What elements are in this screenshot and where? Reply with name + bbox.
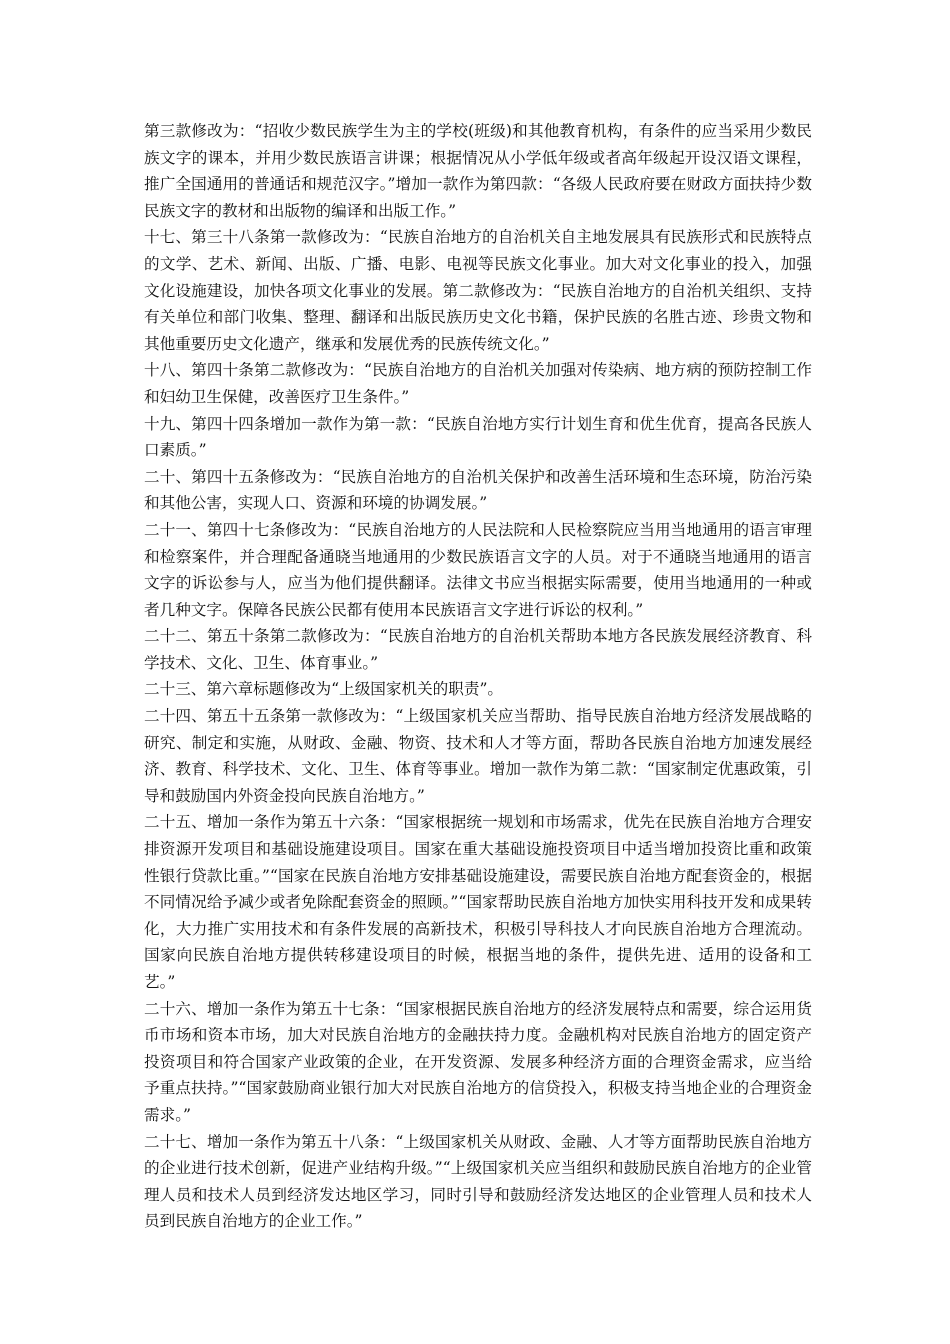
paragraph-amendment-27: 二十七、增加一条作为第五十八条：“上级国家机关从财政、金融、人才等方面帮助民族自治地方的企业进行技术创新，促进产业结构升级。”“上级国家机关应当组织和鼓励民族自治地方的企业管理人员和技术人员到经济发达地区学习，同时引导和鼓励经济发达地区的企业管理人员和技术人员到民族自治地方的企业工作。” <box>144 1132 812 1231</box>
paragraph-amendment-21: 二十一、第四十七条修改为：“民族自治地方的人民法院和人民检察院应当用当地通用的语言审理和检察案件，并合理配备通晓当地通用的少数民族语言文字的人员。对于不通晓当地通用的语言文字的诉讼参与人，应当为他们提供翻译。法律文书应当根据实际需要，使用当地通用的一种或者几种文字。保障各民族公民都有使用本民族语言文字进行诉讼的权利。” <box>144 520 812 619</box>
paragraph-article-3-cont: 第三款修改为：“招收少数民族学生为主的学校(班级)和其他教育机构，有条件的应当采用少数民族文字的课本，并用少数民族语言讲课；根据情况从小学低年级或者高年级起开设汉语文课程，推广全国通用的普通话和规范汉字。”增加一款作为第四款：“各级人民政府要在财政方面扶持少数民族文字的教材和出版物的编译和出版工作。” <box>144 122 812 220</box>
document-page <box>144 118 812 1235</box>
paragraph-amendment-26: 二十六、增加一条作为第五十七条：“国家根据民族自治地方的经济发展特点和需要，综合运用货币市场和资本市场，加大对民族自治地方的金融扶持力度。金融机构对民族自治地方的固定资产投资项目和符合国家产业政策的企业，在开发资源、发展多种经济方面的合理资金需求，应当给予重点扶持。”“国家鼓励商业银行加大对民族自治地方的信贷投入，积极支持当地企业的合理资金需求。” <box>144 999 812 1124</box>
paragraph-amendment-18: 十八、第四十条第二款修改为：“民族自治地方的自治机关加强对传染病、地方病的预防控制工作和妇幼卫生保健，改善医疗卫生条件。” <box>144 361 812 406</box>
paragraph-amendment-23: 二十三、第六章标题修改为“上级国家机关的职责”。 <box>144 680 504 699</box>
paragraph-amendment-24: 二十四、第五十五条第一款修改为：“上级国家机关应当帮助、指导民族自治地方经济发展战略的研究、制定和实施，从财政、金融、物资、技术和人才等方面，帮助各民族自治地方加速发展经济、教育、科学技术、文化、卫生、体育等事业。增加一款作为第二款：“国家制定优惠政策，引导和鼓励国内外资金投向民族自治地方。” <box>144 707 812 805</box>
paragraph-amendment-25: 二十五、增加一条作为第五十六条：“国家根据统一规划和市场需求，优先在民族自治地方合理安排资源开发项目和基础设施建设项目。国家在重大基础设施投资项目中适当增加投资比重和政策性银行贷款比重。”“国家在民族自治地方安排基础设施建设，需要民族自治地方配套资金的，根据不同情况给予减少或者免除配套资金的照顾。”“国家帮助民族自治地方加快实用科技开发和成果转化，大力推广实用技术和有条件发展的高新技术，积极引导科技人才向民族自治地方合理流动。国家向民族自治地方提供转移建设项目的时候，根据当地的条件，提供先进、适用的设备和工艺。” <box>144 813 812 991</box>
paragraph-amendment-22: 二十二、第五十条第二款修改为：“民族自治地方的自治机关帮助本地方各民族发展经济教育、科学技术、文化、卫生、体育事业。” <box>144 627 812 672</box>
paragraph-amendment-20: 二十、第四十五条修改为：“民族自治地方的自治机关保护和改善生活环境和生态环境，防治污染和其他公害，实现人口、资源和环境的协调发展。” <box>144 467 812 513</box>
paragraph-amendment-19: 十九、第四十四条增加一款作为第一款：“民族自治地方实行计划生育和优生优育，提高各民族人口素质。” <box>144 414 812 460</box>
paragraph-amendment-17: 十七、第三十八条第一款修改为：“民族自治地方的自治机关自主地发展具有民族形式和民族特点的文学、艺术、新闻、出版、广播、电影、电视等民族文化事业。加大对文化事业的投入，加强文化设施建设，加快各项文化事业的发展。第二款修改为：“民族自治地方的自治机关组织、支持有关单位和部门收集、整理、翻译和出版民族历史文化书籍，保护民族的名胜古迹、珍贵文物和其他重要历史文化遗产，继承和发展优秀的民族传统文化。” <box>144 228 812 353</box>
